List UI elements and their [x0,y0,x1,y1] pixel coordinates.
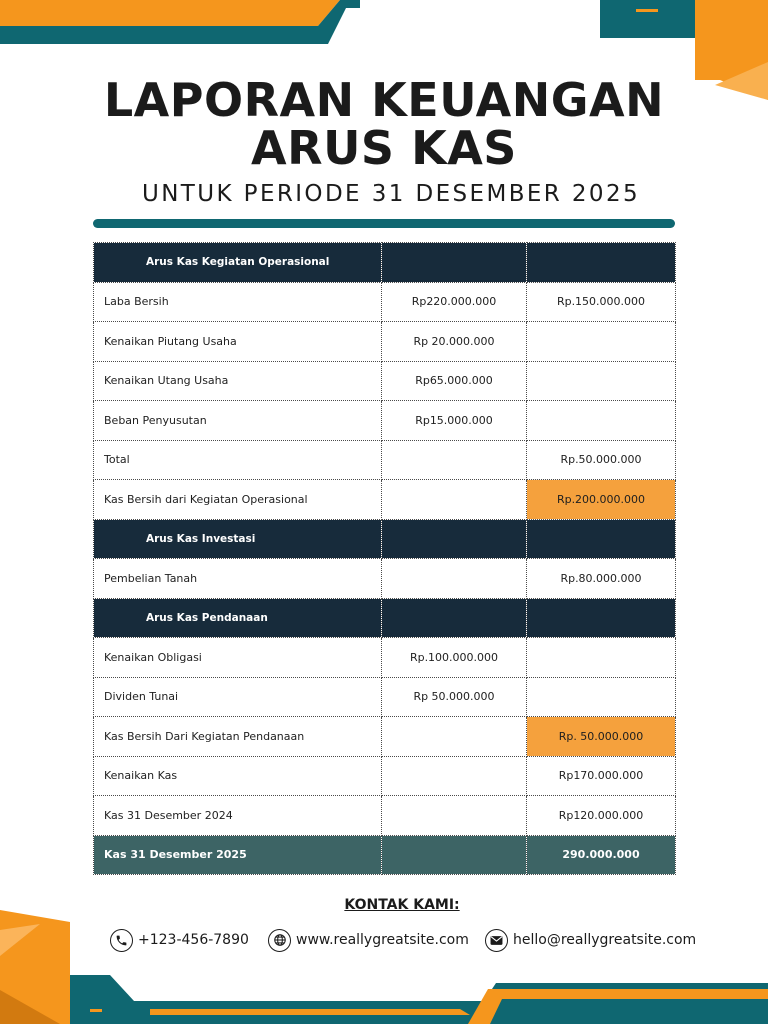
detail-amount-cell: Rp65.000.000 [382,361,527,401]
row-label-cell: Arus Kas Investasi [94,519,382,559]
total-amount-cell: Rp120.000.000 [527,796,676,836]
row-label-cell: Arus Kas Kegiatan Operasional [94,243,382,283]
page-subtitle: UNTUK PERIODE 31 DESEMBER 2025 [141,181,641,207]
row-label-cell: Kenaikan Piutang Usaha [94,322,382,362]
detail-amount-cell: Rp220.000.000 [382,282,527,322]
section-header-row [94,598,676,638]
table-row [94,401,676,441]
row-label-cell: Total [94,440,382,480]
table-row [94,282,676,322]
total-amount-cell: Rp170.000.000 [527,756,676,796]
table-row [94,638,676,678]
table-row [94,756,676,796]
total-amount-cell: Rp.200.000.000 [527,480,676,520]
row-label-cell: Kas 31 Desember 2025 [94,835,382,875]
table-row [94,559,676,599]
row-label-cell: Arus Kas Pendanaan [94,598,382,638]
total-amount-cell: 290.000.000 [527,835,676,875]
page-title-line1: LAPORAN KEUANGAN [103,73,665,127]
contact-title: KONTAK KAMI: [344,897,460,913]
contact-website[interactable] [268,928,469,952]
detail-amount-cell [382,598,527,638]
table-row [94,677,676,717]
total-amount-cell [527,361,676,401]
phone-icon [110,929,133,952]
row-label-cell: Kenaikan Kas [94,756,382,796]
total-amount-cell [527,243,676,283]
table-row [94,322,676,362]
cash-flow-table-body [94,243,676,875]
detail-amount-cell: Rp 20.000.000 [382,322,527,362]
table-row [94,440,676,480]
total-amount-cell [527,677,676,717]
detail-amount-cell [382,559,527,599]
bottom-band-decoration [70,975,768,1024]
total-amount-cell: Rp.50.000.000 [527,440,676,480]
contact-website-text: www.reallygreatsite.com [296,932,469,948]
row-label-cell: Kenaikan Obligasi [94,638,382,678]
row-label-cell: Pembelian Tanah [94,559,382,599]
detail-amount-cell [382,835,527,875]
row-label-cell: Dividen Tunai [94,677,382,717]
detail-amount-cell [382,756,527,796]
row-label-cell: Kas Bersih dari Kegiatan Operasional [94,480,382,520]
contact-email-text: hello@reallygreatsite.com [513,932,697,948]
row-label-cell: Kas 31 Desember 2024 [94,796,382,836]
detail-amount-cell [382,717,527,757]
table-row [94,480,676,520]
cash-flow-table [93,242,676,875]
detail-amount-cell [382,796,527,836]
total-amount-cell [527,598,676,638]
section-header-row [94,243,676,283]
row-label-cell: Kas Bersih Dari Kegiatan Pendanaan [94,717,382,757]
row-label-cell: Beban Penyusutan [94,401,382,441]
contact-email[interactable] [485,928,696,952]
table-row [94,361,676,401]
total-amount-cell [527,519,676,559]
detail-amount-cell [382,519,527,559]
detail-amount-cell [382,243,527,283]
row-label-cell: Kenaikan Utang Usaha [94,361,382,401]
detail-amount-cell [382,440,527,480]
detail-amount-cell: Rp15.000.000 [382,401,527,441]
contact-phone-text: +123-456-7890 [138,932,249,948]
total-amount-cell: Rp. 50.000.000 [527,717,676,757]
total-amount-cell: Rp.150.000.000 [527,282,676,322]
contact-phone[interactable] [110,928,249,952]
page-title-line2: ARUS KAS [251,121,517,175]
final-balance-row [94,835,676,875]
detail-amount-cell: Rp 50.000.000 [382,677,527,717]
title-divider [93,219,675,228]
bottom-left-decoration [0,910,80,1024]
total-amount-cell [527,322,676,362]
detail-amount-cell [382,480,527,520]
total-amount-cell [527,638,676,678]
row-label-cell: Laba Bersih [94,282,382,322]
table-row [94,796,676,836]
globe-icon [268,929,291,952]
table-row [94,717,676,757]
total-amount-cell: Rp.80.000.000 [527,559,676,599]
top-left-decoration [0,0,360,46]
mail-icon [485,929,508,952]
detail-amount-cell: Rp.100.000.000 [382,638,527,678]
section-header-row [94,519,676,559]
total-amount-cell [527,401,676,441]
